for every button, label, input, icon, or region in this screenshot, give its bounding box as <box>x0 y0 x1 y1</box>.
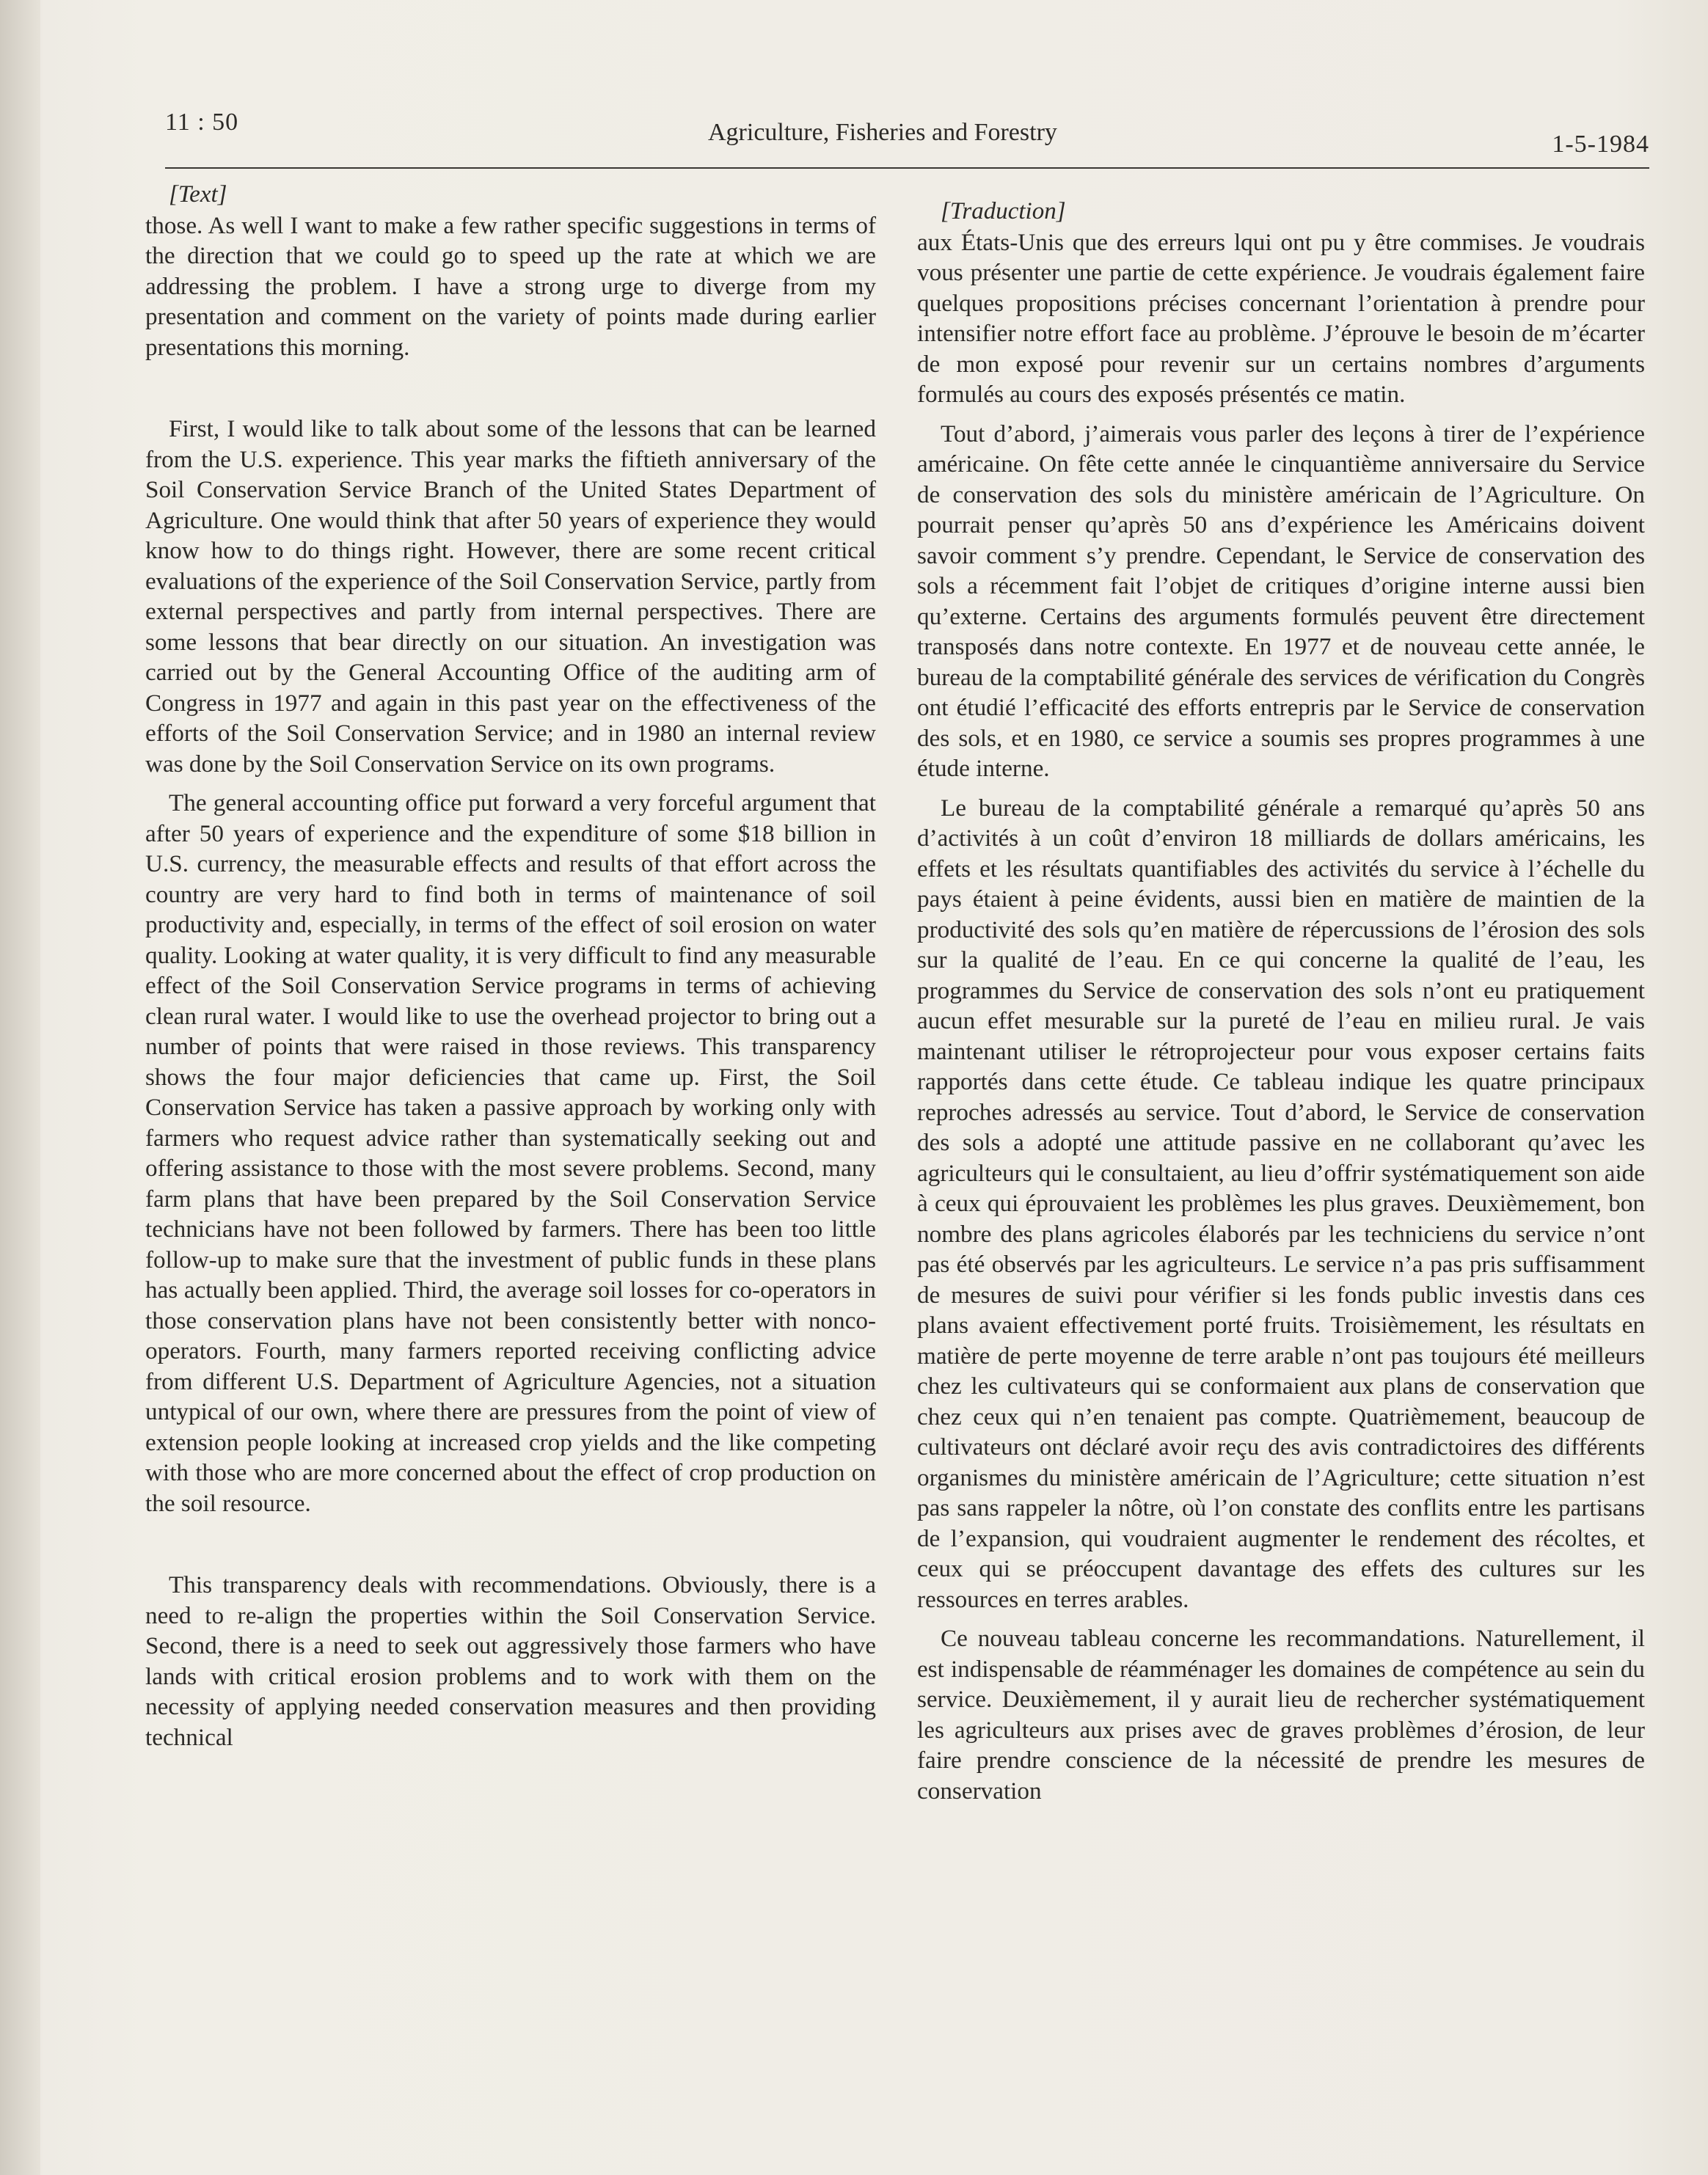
paragraph: Le bureau de la comptabilité générale a remarqué qu’après 50 ans d’activités à un coût d’environ 18 milliards de dollars américains, les effets et les résultats quantifiables des activités du service à l’échelle du pays étaient à peine évidents, aussi bien en matière de maintien de la productivité des sols qu’en matière de répercussions de l’érosion des sols sur la qualité de l’eau. En ce qui concerne la qualité de l’eau, les programmes du Service de conservation des sols n’ont eu pratiquement aucun effet mesurable sur la pureté de l’eau en milieu rural. Je vais maintenant utiliser le rétroprojecteur pour vous exposer certains faits rapportés dans cette étude. Ce tableau indique les quatre principaux reproches adressés au service. Tout d’abord, le Service de conservation des sols a adopté une attitude passive en ne collaborant qu’avec les agriculteurs qui le consultaient, au lieu d’offrir systématiquement son aide à ceux qui éprouvaient les problèmes les plus graves. Deuxièmement, bon nombre des plans agricoles élaborés par les techniciens du service n’ont pas été observés par les agriculteurs. Le service n’a pas pris suffisamment de mesures de suivi pour vérifier si les fonds public investis dans ces plans avaient effectivement porté fruits. Troisièmement, les résultats en matière de perte moyenne de terre arable n’ont pas toujours été meilleurs chez les cultivateurs qui se conformaient aux plans de conservation que chez ceux qui n’en tenaient pas compte. Quatrièmement, beaucoup de cultivateurs ont déclaré avoir reçu des avis contradictoires des différents organismes du ministère américain de l’Agriculture; cette situation n’est pas sans rappeler la nôtre, où l’on constate des conflits entre les partisans de l’expansion, qui voudraient augmenter le rendement des récoltes, et ceux qui se préoccupent davantage des effets des cultures sur les ressources en terres arables. <box>917 794 1645 1613</box>
paragraph: Tout d’abord, j’aimerais vous parler des leçons à tirer de l’expérience américaine. On fête cette année le cinquantième anniversaire du Service de conservation des sols du ministère américain de l’Agriculture. On pourrait penser qu’après 50 ans d’expérience les Américains doivent savoir comment s’y prendre. Cependant, le Service de conservation des sols a récemment fait l’objet de critiques d’origine interne aussi bien qu’externe. Certains des arguments formulés peuvent être directement transposés dans notre contexte. En 1977 et de nouveau cette année, le bureau de la comptabilité générale des services de vérification du Congrès ont étudié l’efficacité des efforts entrepris par le Service de conservation des sols, et en 1980, ce service a soumis ses propres programmes à une étude interne. <box>917 420 1645 782</box>
publication-date: 1-5-1984 <box>1552 131 1649 158</box>
page-number: 11 : 50 <box>165 109 239 136</box>
column-label-text: [Text] <box>169 181 227 208</box>
paragraph: The general accounting office put forward a very forceful argument that after 50 years of experience and the expenditure of some $18 billion in U.S. currency, the measurable effects and results of that effort across the country are very hard to find both in terms of maintenance of soil productivity and, especially, in terms of the effect of soil erosion on water quality. Looking at water quality, it is very difficult to find any measurable effect of the Soil Conservation Service programs in terms of achieving clean rural water. I would like to use the overhead projector to bring out a number of points that were raised in those reviews. This transparency shows the four major deficiencies that came up. First, the Soil Conservation Service has taken a passive approach by working only with farmers who request advice rather than systematically seeking out and offering assistance to those with the most severe problems. Second, many farm plans that have been prepared by the Soil Conservation Service technicians have not been followed by farmers. There has been too little follow-up to make sure that the investment of public funds in these plans has actually been applied. Third, the average soil losses for co-operators in those conservation plans have not been consistently better with nonco-operators. Fourth, many farmers reported receiving conflicting advice from different U.S. Department of Agriculture Agencies, not a situation untypical of our own, where there are pressures from the point of view of extension people looking at increased crop yields and the like competing with those who are more concerned about the effect of crop production on the soil resource. <box>145 789 876 1517</box>
paragraph: aux États-Unis que des erreurs lqui ont pu y être commises. Je voudrais vous présenter une partie de cette expérience. Je voudrais également faire quelques propositions précises concernant l’orientation à prendre pour intensifier notre effort face au problème. J’éprouve le besoin de m’écarter de mon exposé pour revenir sur un certains nombres d’arguments formulés au cours des exposés présentés ce matin. <box>917 228 1645 408</box>
paragraph: This transparency deals with recommendations. Obviously, there is a need to re-align the properties within the Soil Conservation Service. Second, there is a need to seek out aggressively those farmers who have lands with critical erosion problems and to work with them on the necessity of applying needed conservation measures and then providing technical <box>145 1571 876 1751</box>
publication-title: Agriculture, Fisheries and Forestry <box>708 119 1057 146</box>
paragraph: Ce nouveau tableau concerne les recommandations. Naturellement, il est indispensable de réamménager les domaines de compétence au sein du service. Deuxièmement, il y aurait lieu de rechercher systématiquement les agriculteurs aux prises avec de graves problèmes d’érosion, de leur faire prendre conscience de la nécessité de prendre les mesures de conservation <box>917 1625 1645 1805</box>
paragraph: First, I would like to talk about some of the lessons that can be learned from the U.S. experience. This year marks the fiftieth anniversary of the Soil Conservation Service Branch of the United States Department of Agriculture. One would think that after 50 years of experience they would know how to do things right. However, there are some recent critical evaluations of the experience of the Soil Conservation Service, partly from external perspectives and partly from internal perspectives. There are some lessons that bear directly on our situation. An investigation was carried out by the General Accounting Office of the auditing arm of Congress in 1977 and again in this past year on the effectiveness of the efforts of the Soil Conservation Service; and in 1980 an internal review was done by the Soil Conservation Service on its own programs. <box>145 415 876 778</box>
english-column <box>145 180 876 1752</box>
paragraph: those. As well I want to make a few rather specific suggestions in terms of the direction that we could go to speed up the rate at which we are addressing the problem. I have a strong urge to diverge from my presentation and comment on the variety of points made during earlier presentations this morning. <box>145 211 876 361</box>
running-header <box>165 109 1649 169</box>
french-column <box>917 197 1645 1806</box>
column-label-traduction: [Traduction] <box>941 198 1066 224</box>
binding-edge <box>0 0 40 2175</box>
